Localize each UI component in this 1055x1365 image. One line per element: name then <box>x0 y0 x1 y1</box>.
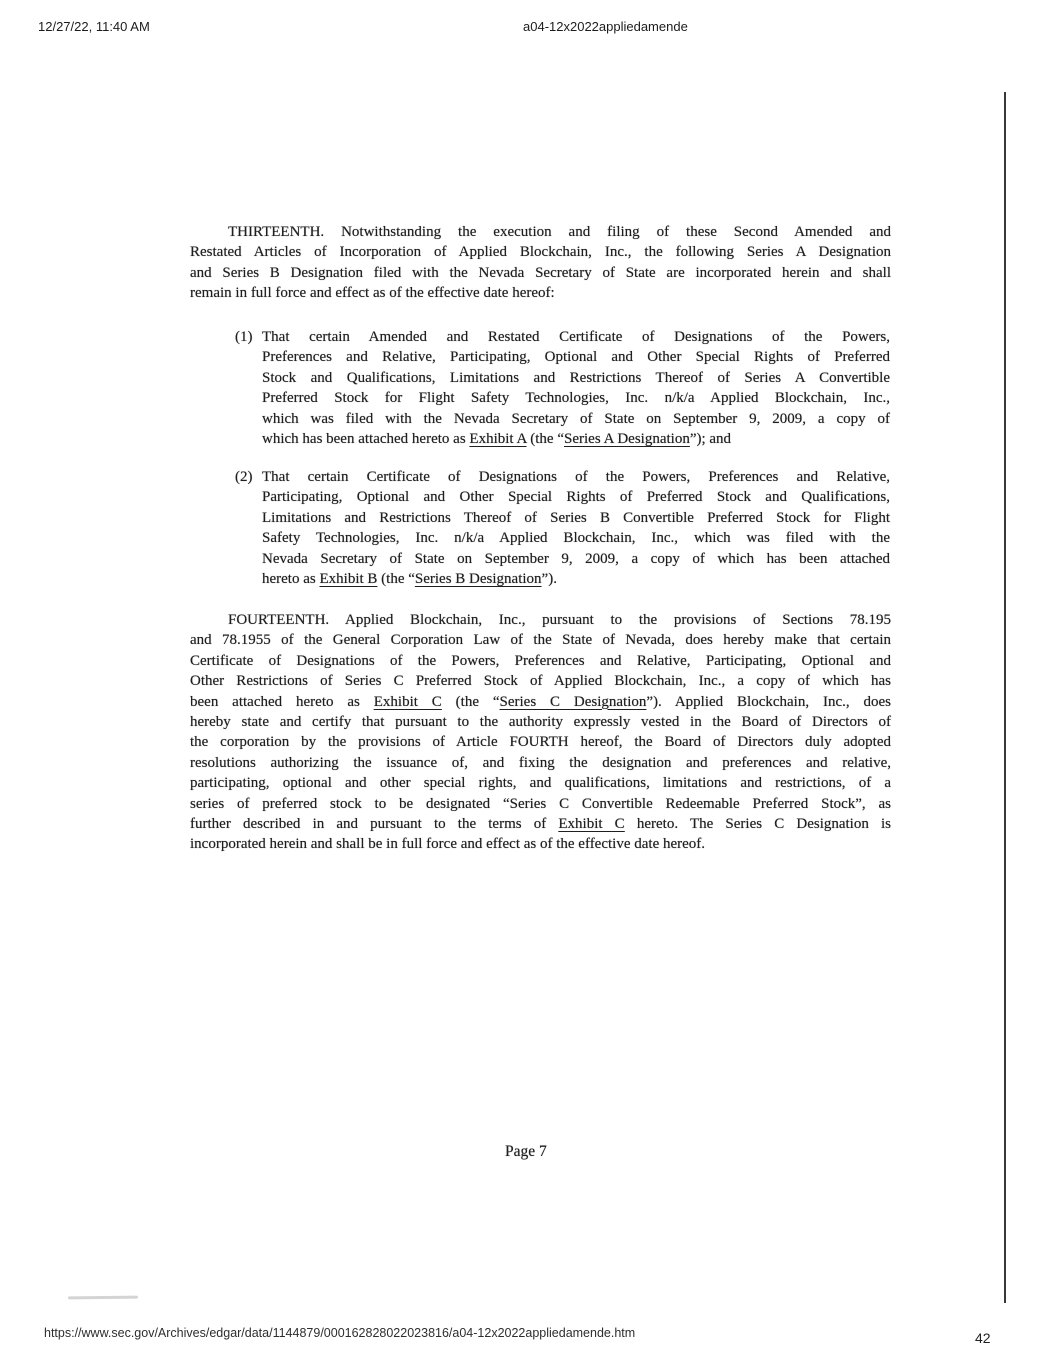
text-line: Participating, Optional and Other Special Rights of Preferred Stock and Qualifications, <box>262 489 890 506</box>
text-line: THIRTEENTH. Notwithstanding the execution and filing of these Second Amended and <box>228 224 891 240</box>
list-marker-2: (2) <box>235 469 253 485</box>
text-line: Preferences and Relative, Participating, Optional and Other Special Rights of Preferred <box>262 349 890 366</box>
text-line: and 78.1955 of the General Corporation Law of the State of Nevada, does hereby make that certain <box>190 632 891 649</box>
text-line: Certificate of Designations of the Powers, Preferences and Relative, Participating, Optional and <box>190 652 891 669</box>
text-line: That certain Certificate of Designations of the Powers, Preferences and Relative, <box>262 469 890 485</box>
list-text-2 <box>262 467 890 589</box>
print-footer-url: https://www.sec.gov/Archives/edgar/data/1144879/000162828022023816/a04-12x2022appliedamende.htm <box>44 1326 636 1340</box>
text-line: been attached hereto as Exhibit C (the “Series C Designation”). Applied Blockchain, Inc., does <box>190 693 891 710</box>
text-line: incorporated herein and shall be in full force and effect as of the effective date hereof. <box>190 836 706 853</box>
underlined-term: Exhibit B <box>319 571 378 588</box>
text-line: Limitations and Restrictions Thereof of Series B Convertible Preferred Stock for Flight <box>262 509 890 526</box>
text-line: the corporation by the provisions of Article FOURTH hereof, the Board of Directors duly adopted <box>190 734 891 751</box>
text-line: Other Restrictions of Series C Preferred Stock of Applied Blockchain, Inc., a copy of which has <box>190 673 891 690</box>
underlined-term: Exhibit A <box>469 431 527 448</box>
text-line: Safety Technologies, Inc. n/k/a Applied Blockchain, Inc., which was filed with the <box>262 530 890 547</box>
text-line: remain in full force and effect as of the effective date hereof: <box>190 285 555 302</box>
underlined-term: Exhibit C <box>373 693 442 710</box>
text-line: Nevada Secretary of State on September 9, 2009, a copy of which has been attached <box>262 550 890 567</box>
print-header-title: a04-12x2022appliedamende <box>523 19 688 34</box>
text-line: That certain Amended and Restated Certificate of Designations of the Powers, <box>262 329 890 345</box>
scan-artifact-smudge <box>68 1296 138 1300</box>
print-footer-page-number: 42 <box>975 1330 991 1346</box>
text-line: hereby state and certify that pursuant to the authority expressly vested in the Board of Directors of <box>190 714 891 731</box>
text-line: which was filed with the Nevada Secretary of State on September 9, 2009, a copy of <box>262 410 890 427</box>
text-line: which has been attached hereto as Exhibit A (the “Series A Designation”); and <box>262 431 732 448</box>
list-text-1 <box>262 327 890 449</box>
text-line: Preferred Stock for Flight Safety Technologies, Inc. n/k/a Applied Blockchain, Inc., <box>262 390 890 407</box>
paragraph-thirteenth <box>190 222 891 304</box>
text-line: further described in and pursuant to the terms of Exhibit C hereto. The Series C Designation is <box>190 816 891 833</box>
text-line: participating, optional and other special rights, and qualifications, limitations and restrictions, of a <box>190 775 891 792</box>
page-number-label: Page 7 <box>505 1143 547 1160</box>
print-header-datetime: 12/27/22, 11:40 AM <box>38 19 150 34</box>
text-line: FOURTEENTH. Applied Blockchain, Inc., pursuant to the provisions of Sections 78.195 <box>228 612 891 628</box>
underlined-term: Exhibit C <box>558 816 625 833</box>
text-line: resolutions authorizing the issuance of, and fixing the designation and preferences and relative, <box>190 754 891 771</box>
list-item-1 <box>235 327 890 449</box>
underlined-term: Series C Designation <box>499 693 647 710</box>
text-line: Restated Articles of Incorporation of Applied Blockchain, Inc., the following Series A Designation <box>190 244 891 261</box>
list-marker-1: (1) <box>235 329 253 345</box>
text-line: series of preferred stock to be designated “Series C Convertible Redeemable Preferred Stock”, as <box>190 795 891 812</box>
underlined-term: Series A Designation <box>564 431 690 448</box>
text-line: and Series B Designation filed with the Nevada Secretary of State are incorporated herein and shall <box>190 264 891 281</box>
text-line: hereto as Exhibit B (the “Series B Designation”). <box>262 571 557 588</box>
text-line: Stock and Qualifications, Limitations and Restrictions Thereof of Series A Convertible <box>262 369 890 386</box>
scan-artifact-vertical-line <box>1004 92 1006 1303</box>
paragraph-fourteenth <box>190 610 891 855</box>
underlined-term: Series B Designation <box>414 571 542 588</box>
list-item-2 <box>235 467 890 589</box>
